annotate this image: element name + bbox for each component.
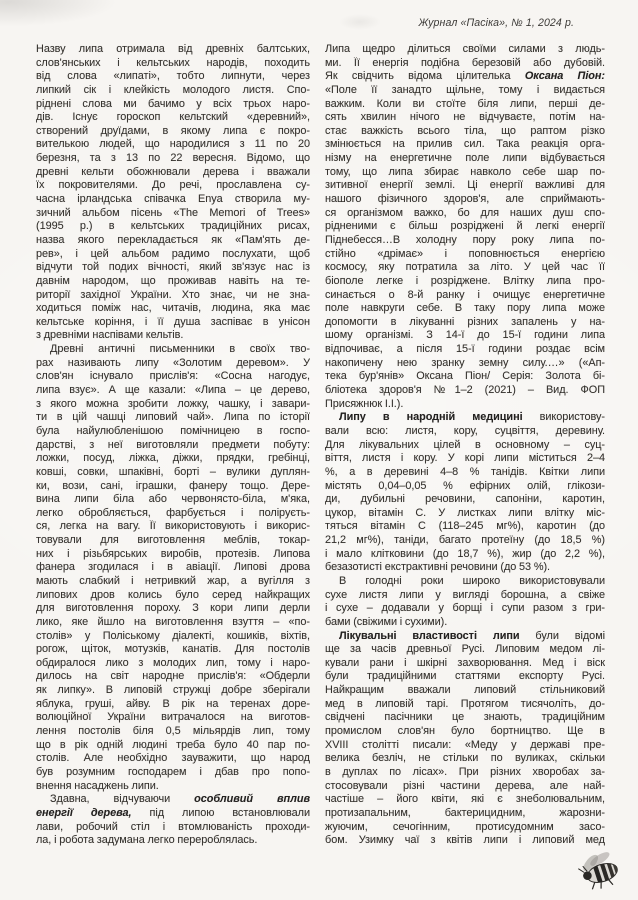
body-text: бліотека здоров'я №1–2 (2021) – Вид. ФОП [325, 384, 605, 397]
text-line [325, 70, 605, 84]
body-text: дарстві, з неї виготовляли предмети побуту: [36, 438, 310, 451]
body-text: внення насаджень липи. [36, 779, 159, 792]
text-line [325, 725, 605, 739]
text-line [36, 657, 310, 671]
text-column-right [325, 43, 605, 848]
body-text: ки, вози, сані, іграшки, фанеру тощо. Дере- [36, 479, 310, 492]
text-line [36, 411, 310, 425]
text-line [325, 43, 605, 57]
body-text: тека бур'янів» Оксана Піон/ Серія: Золота бі- [325, 370, 605, 383]
text-line [36, 684, 310, 698]
body-text: промислом слов'ян було бортництво. Ще в [325, 725, 605, 738]
text-line [325, 739, 605, 753]
text-line [325, 752, 605, 766]
text-line [325, 780, 605, 794]
body-text: стає важкість всього тіла, що раптом різко [325, 124, 605, 137]
text-line [325, 125, 605, 139]
body-text: нашого фізичного здоров'я, але сприймають- [325, 193, 605, 206]
body-text: лави, робочий стіл і втомлюваність проходи- [36, 820, 310, 833]
text-line [325, 343, 605, 357]
body-text: їх покровителями. До речі, прославлена су- [36, 179, 310, 192]
text-line [325, 452, 605, 466]
text-line [36, 466, 310, 480]
body-text: був розумним господарем і дбав про попо- [36, 765, 310, 778]
text-line [36, 670, 310, 684]
body-text: кували рани і шкірні захворювання. Мед і віск [325, 656, 605, 669]
body-text: свідчені пасічники це знають, традиційним [325, 711, 605, 724]
body-text: накопичену нею зранку земну силу.…» («Ап- [325, 356, 605, 369]
body-text: містять 0,04–0,05 % ефірних олій, глікози- [325, 479, 605, 492]
body-text: стійно «дрімає» і поповнюється енергією [325, 247, 605, 260]
body-text: них і різьбярських виробів, протезів. Липова [36, 547, 310, 560]
text-line [36, 261, 310, 275]
body-text: кельтське коріння, і її душа заспіває в унісон [36, 315, 310, 328]
body-text: космосу, яку потратила за літо. У цей час її [325, 261, 605, 274]
body-text: липових дров колись було серед найкращих [36, 588, 310, 601]
text-line [36, 698, 310, 712]
text-line [325, 84, 605, 98]
body-text: назва якого перекладається як «Пам'ять де- [36, 233, 310, 246]
body-text: Липа щедро ділиться своїми силами з людь- [325, 43, 605, 55]
text-line [36, 548, 310, 562]
body-text: тяться вітамін С (118–245 мг%), каротин (до [325, 520, 605, 533]
body-text: фанера згодилася і в авіації. Липові дрова [36, 561, 310, 574]
text-line [325, 248, 605, 262]
text-line [36, 125, 310, 139]
text-line [325, 302, 605, 316]
text-line [325, 561, 605, 575]
text-line [36, 520, 310, 534]
body-text: Назву липа отримала від древніх балтських, [36, 43, 310, 55]
text-line [36, 752, 310, 766]
body-text: відчути той подих вічності, який зв'язує нас із [36, 261, 310, 274]
body-text: допомогти в лікуванні різних запалень у на- [325, 315, 605, 328]
text-line [325, 548, 605, 562]
body-text: волюційної України витрачалося на виготов- [36, 711, 310, 724]
text-line [36, 179, 310, 193]
text-line [36, 616, 310, 630]
text-line [36, 370, 310, 384]
body-text: рогож, щіток, мотузків, канатів. Для постолів [36, 643, 310, 656]
body-text: під липою встановлювали [131, 806, 310, 819]
body-text: бом. Узимку чаї з квітів липи і липовий мед [325, 834, 605, 847]
bold-italic-text: особливий вплив [194, 793, 310, 806]
text-line [36, 357, 310, 371]
text-line [36, 807, 310, 821]
body-text: ходиться поміж нас, читачів, людина, яка має [36, 302, 310, 315]
body-text: рев», і цей альбом радимо послухати, щоб [36, 247, 310, 260]
body-text: були відомі [519, 629, 605, 642]
text-line [36, 220, 310, 234]
body-text: вителькою людей, що народилися з 11 по 20 [36, 138, 310, 151]
body-text: рах називають липу «Золотим деревом». У [36, 356, 310, 369]
text-line [325, 152, 605, 166]
body-text: стосовували різні частини дерева, але най- [325, 779, 605, 792]
body-text: що в рік одній людині треба було 40 пар по- [36, 738, 310, 751]
body-text: були традиційними статтями експорту Русі. [325, 670, 605, 683]
text-line [325, 766, 605, 780]
text-line [325, 98, 605, 112]
body-text: для виготовлення пороху. З кори липи дерли [36, 602, 310, 615]
body-text: від слова «липаті», тобто липнути, через [36, 70, 310, 83]
body-text: ковші, совки, шпаківні, борті – вулики дуплян- [36, 465, 310, 478]
text-line [325, 193, 605, 207]
text-line [36, 70, 310, 84]
text-line [325, 220, 605, 234]
text-line [325, 275, 605, 289]
body-text: (1995 р.) в кельтських традиційних рисах, [36, 220, 310, 233]
text-line [36, 766, 310, 780]
body-text: біополе легке і розріджене. Влітку липа про- [325, 274, 605, 287]
text-line [325, 821, 605, 835]
text-line [325, 520, 605, 534]
text-line [36, 711, 310, 725]
text-line [36, 561, 310, 575]
body-text: цукор, вітамін С. У листках липи влітку міс- [325, 506, 605, 519]
text-line [36, 152, 310, 166]
text-column-left [36, 43, 310, 848]
text-line [325, 425, 605, 439]
text-line [325, 698, 605, 712]
body-text: нізму на енергетичне поле липи відбувається [325, 152, 605, 165]
body-text: %, а в деревині 4–8 % танідів. Квітки липи [325, 465, 605, 478]
text-line [36, 316, 310, 330]
body-text: ся організмом важко, бо для наших душ спо- [325, 206, 605, 219]
body-text: ти в цій чашці липовий чай». Липа по історії [36, 411, 310, 424]
body-text: ріднені слова ми бачимо у всіх трьох наро- [36, 97, 310, 110]
text-line [36, 57, 310, 71]
text-line [36, 739, 310, 753]
text-line [36, 248, 310, 262]
text-line [36, 780, 310, 794]
text-line [325, 643, 605, 657]
bee-icon [575, 850, 629, 892]
text-line [325, 807, 605, 821]
body-text: протизапальним, бактерицидним, жарозни- [325, 806, 605, 819]
body-text: березня, та з 13 по 22 вересня. Відомо, що [36, 152, 310, 165]
body-text: «Поле її занадто щільне, тому і видається [325, 83, 605, 96]
text-line [325, 684, 605, 698]
text-line [36, 275, 310, 289]
text-line [36, 111, 310, 125]
body-text: вали всю: листя, кору, суцвіття, деревину. [325, 424, 605, 437]
text-line [325, 398, 605, 412]
text-line [325, 439, 605, 453]
body-text: ще за часів древньої Русі. Липовим медом лі- [325, 643, 605, 656]
article-body [36, 43, 605, 848]
body-text: столів» у Поліському діалекті, кошиків, віхтів, [36, 629, 310, 642]
text-line [36, 575, 310, 589]
body-text: використову- [522, 411, 605, 424]
text-line [325, 370, 605, 384]
text-line [325, 57, 605, 71]
text-line [36, 207, 310, 221]
text-line [36, 289, 310, 303]
text-line [325, 711, 605, 725]
text-line [36, 834, 310, 848]
body-text: була найулюбленішою помічницею в госпо- [36, 424, 310, 437]
body-text: ди, дубильні речовини, сапоніни, каротин, [325, 493, 605, 506]
body-text: давнім народом, що проживав навіть на те- [36, 274, 310, 287]
body-text: шому організмі. З 14-ї до 15-ї години липа [325, 329, 605, 342]
body-text: віття, листя і кору. У корі липи міститься 2–4 [325, 452, 605, 465]
body-text: Здавна, відчуваючи [50, 793, 195, 806]
body-text: як липку». В липовій стружці добре зберігали [36, 684, 310, 697]
body-text: ла, і робота задумана легко перероблялась. [36, 834, 258, 847]
text-line [325, 589, 605, 603]
body-text: лення постолів біля 0,5 мільярдів лип, тому [36, 725, 310, 738]
body-text: Присяжнюк І.І.). [325, 397, 404, 410]
text-line [325, 289, 605, 303]
body-text: липа взує». А ще казали: «Липа – це дерево, [36, 384, 310, 397]
body-text: сять хвилин нічого не відчуваєте, потім на- [325, 111, 605, 124]
bold-italic-text: енергії дерева, [36, 806, 132, 819]
text-line [36, 493, 310, 507]
text-line [36, 589, 310, 603]
body-text: поле навкруги себе. В таку пору липа може [325, 302, 605, 315]
body-text: зитивної енергії землі. Ці енергії важливі для [325, 179, 605, 192]
body-text: ся, легка на вагу. Її використовують і викорис- [36, 520, 310, 533]
body-text: ми. Її енергія подібна березовій або дубовій. [325, 56, 605, 69]
text-line [36, 302, 310, 316]
body-text: Найкращим вважали липовий стільниковий [325, 684, 605, 697]
body-text: дів. Існує гороскоп кельтский «деревний», [36, 111, 310, 124]
text-line [36, 643, 310, 657]
text-line [36, 793, 310, 807]
body-text: Для лікувальних цілей в основному – суц- [325, 438, 605, 451]
text-line [325, 138, 605, 152]
body-text: з древніми наспівами кельтів. [36, 329, 184, 342]
text-line [36, 534, 310, 548]
bold-text: Лікувальні властивості липи [339, 629, 520, 642]
text-line [36, 398, 310, 412]
bold-text: Липу в народній медицині [339, 411, 523, 424]
body-text: обдиралося лико з молодих лип, тому і наро- [36, 656, 310, 669]
body-text: дилось на світ народне прислів'я: «Обдерли [36, 670, 310, 683]
text-line [325, 670, 605, 684]
body-text: вина липи біла або червонясто-біла, м'яка, [36, 493, 310, 506]
body-text: Піднебесся…В холодну пору року липа по- [325, 233, 605, 246]
text-line [36, 343, 310, 357]
body-text: часна ірландська співачка Enya створила му- [36, 193, 310, 206]
body-text: важким. Коли ви стоїте біля липи, перші де- [325, 97, 605, 110]
body-text: відпочиває, а після 15-ї години роздає всім [325, 343, 605, 356]
text-line [325, 657, 605, 671]
body-text: бами (свіжими і сухими). [325, 615, 448, 628]
body-text: безазотисті екстрактивні речовини (до 53 %). [325, 561, 551, 574]
body-text: рідненими є більш розріджені й легкі енергії [325, 220, 605, 233]
body-text: синається о 8-й ранку і очищує енергетичне [325, 288, 605, 301]
body-text: древні кельти обожнювали дерева і вважали [36, 165, 310, 178]
body-text: в дуплах по лісах». При різних хворобах за- [325, 765, 605, 778]
text-line [36, 138, 310, 152]
text-line [325, 834, 605, 848]
text-line [325, 384, 605, 398]
text-line [36, 193, 310, 207]
body-text: столів. Але необхідно зауважити, що народ [36, 752, 310, 765]
text-line [325, 411, 605, 425]
text-line [325, 111, 605, 125]
text-line [325, 507, 605, 521]
body-text: мед в липовій тарі. Протягом тисячоліть, до- [325, 697, 605, 710]
text-line [325, 534, 605, 548]
body-text: змінюється на прилив сил. Така реакція орга- [325, 138, 605, 151]
body-text: слов'янських і кельтських народів, походить [36, 56, 310, 69]
text-line [325, 316, 605, 330]
text-line [36, 507, 310, 521]
body-text: і сухе – додавали у борщі і супи разом з гри- [325, 602, 605, 615]
body-text: 21,2 мг%), таніди, багато протеїну (до 18,5 %) [325, 534, 605, 547]
body-text: з якого можна зробити ложку, чашку, і завари- [36, 397, 310, 410]
body-text: жуючим, сечогінним, протисудомним засо- [325, 820, 605, 833]
body-text: легко обробляється, фарбується і поліруєть- [36, 506, 310, 519]
text-line [36, 98, 310, 112]
text-line [36, 821, 310, 835]
body-text: зичний альбом пісень «The Memori of Trees» [36, 206, 310, 219]
text-line [325, 166, 605, 180]
text-line [325, 466, 605, 480]
text-line [325, 630, 605, 644]
text-line [36, 84, 310, 98]
body-text: мають слабкий і нетривкий жар, а вугілля з [36, 574, 310, 587]
body-text: частіше – його квіти, які є знеболювальним, [325, 793, 605, 806]
text-line [36, 166, 310, 180]
text-line [36, 602, 310, 616]
bee-illustration [575, 850, 629, 892]
text-line [36, 452, 310, 466]
text-line [36, 384, 310, 398]
body-text: яблука, груші, айву. В рік на теренах доре- [36, 697, 310, 710]
text-line [325, 616, 605, 630]
text-line [36, 439, 310, 453]
body-text: створений друїдами, в якому липа є покро- [36, 124, 310, 137]
text-line [325, 357, 605, 371]
bold-italic-text: Оксана Піон: [524, 70, 605, 83]
body-text: і мало клітковини (до 18,7 %), жир (до 2,2 %), [325, 547, 605, 560]
text-line [36, 630, 310, 644]
text-line [36, 234, 310, 248]
body-text: тому, що липа збирає навколо себе шар по- [325, 165, 605, 178]
text-line [325, 493, 605, 507]
text-line [36, 425, 310, 439]
body-text: сухе листя липи у вигляді борошна, а свіже [325, 588, 605, 601]
body-text: ложки, посуд, ліжка, діжки, прядки, гребінці, [36, 452, 310, 465]
text-line [325, 602, 605, 616]
text-line [36, 725, 310, 739]
text-line [325, 207, 605, 221]
body-text: лико, яке йшло на виготовлення взуття – «по- [36, 615, 310, 628]
body-text: велика безліч, не стільки по вуликах, скільки [325, 752, 605, 765]
journal-header: Журнал «Пасіка», № 1, 2024 р. [418, 17, 574, 29]
body-text: слов'ян існувало прислів'я: «Сосна нагодує, [36, 370, 310, 383]
body-text: липкий сік і клейкість молодого листя. Спо- [36, 83, 310, 96]
text-line [325, 261, 605, 275]
body-text: Древні античні письменники в своїх тво- [50, 343, 310, 356]
text-line [325, 234, 605, 248]
body-text: В голодні роки широко використовували [339, 574, 605, 587]
text-line [36, 480, 310, 494]
text-line [36, 43, 310, 57]
text-line [325, 329, 605, 343]
body-text: Як свідчить відома цілителька [325, 70, 525, 83]
body-text: XVIII столітті писали: «Меду у державі пре- [325, 738, 605, 751]
body-text: риторії західної України. Хто знає, чи не зна- [36, 288, 310, 301]
text-line [325, 575, 605, 589]
body-text: товували для виготовлення меблів, токар- [36, 534, 310, 547]
text-line [325, 179, 605, 193]
text-line [325, 793, 605, 807]
text-line [325, 480, 605, 494]
text-line [36, 329, 310, 343]
